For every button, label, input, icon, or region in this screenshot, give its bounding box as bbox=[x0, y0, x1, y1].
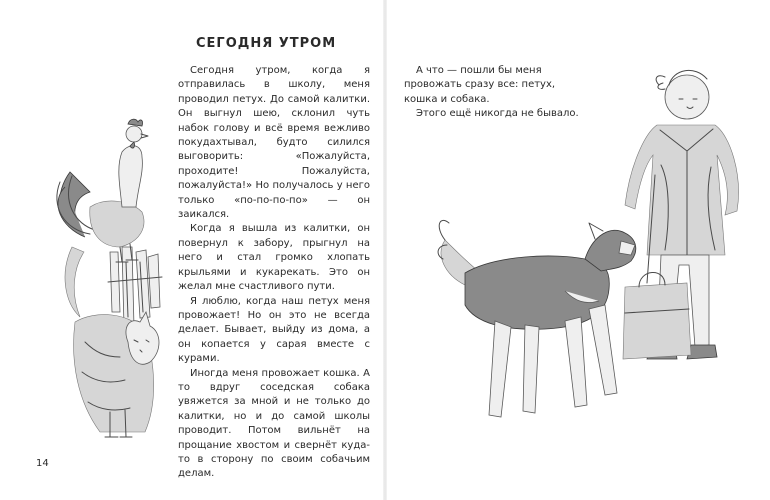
school-bag-drawing bbox=[623, 283, 691, 359]
right-page bbox=[385, 0, 770, 500]
dog-drawing bbox=[438, 220, 636, 417]
rooster-cat-illustration bbox=[50, 112, 180, 452]
fence-drawing bbox=[108, 247, 162, 327]
page-number: 14 bbox=[36, 458, 49, 469]
girl-drawing bbox=[623, 70, 738, 359]
chapter-title: СЕГОДНЯ УТРОМ bbox=[196, 36, 337, 51]
paragraph: Я люблю, когда наш петух меня провожает! Но он это не всегда делает. Бывает, выйду из дома, а он копается у сарая вместе с курами. bbox=[178, 295, 370, 365]
paragraph: Иногда меня провожает кошка. А то вдруг соседская собака увяжется за мной и не только до калитки, но и до самой школы проводит. Потом вильнёт на прощание хвостом и свернёт куда-то в сторону по своим собачьим делам. bbox=[178, 367, 370, 480]
girl-dog-illustration bbox=[425, 55, 745, 455]
paragraph: Когда я вышла из калитки, он повернул к забору, прыгнул на него и стал громко хлопать крыльями и кукарекать. Это он желал мне счастливого пути. bbox=[178, 223, 370, 293]
paragraph: А что — пошли бы меня провожать сразу все: петух, кошка и собака. bbox=[404, 65, 556, 105]
paragraph: Этого ещё никогда не бывало. bbox=[416, 108, 579, 120]
paragraph: Сегодня утром, когда я отправилась в школу, меня проводил петух. До самой калитки. Он выгнул шею, склонил чуть набок голову и всё время вежливо покудахтывал, будто силился выговорить: «Пожалуйста, проходите! Пожалуйста, пожалуйста!» Но получалось у него только «по-по-по-по» — он заикался. bbox=[178, 65, 370, 221]
left-text-column bbox=[178, 64, 370, 482]
rooster-drawing bbox=[57, 119, 148, 262]
